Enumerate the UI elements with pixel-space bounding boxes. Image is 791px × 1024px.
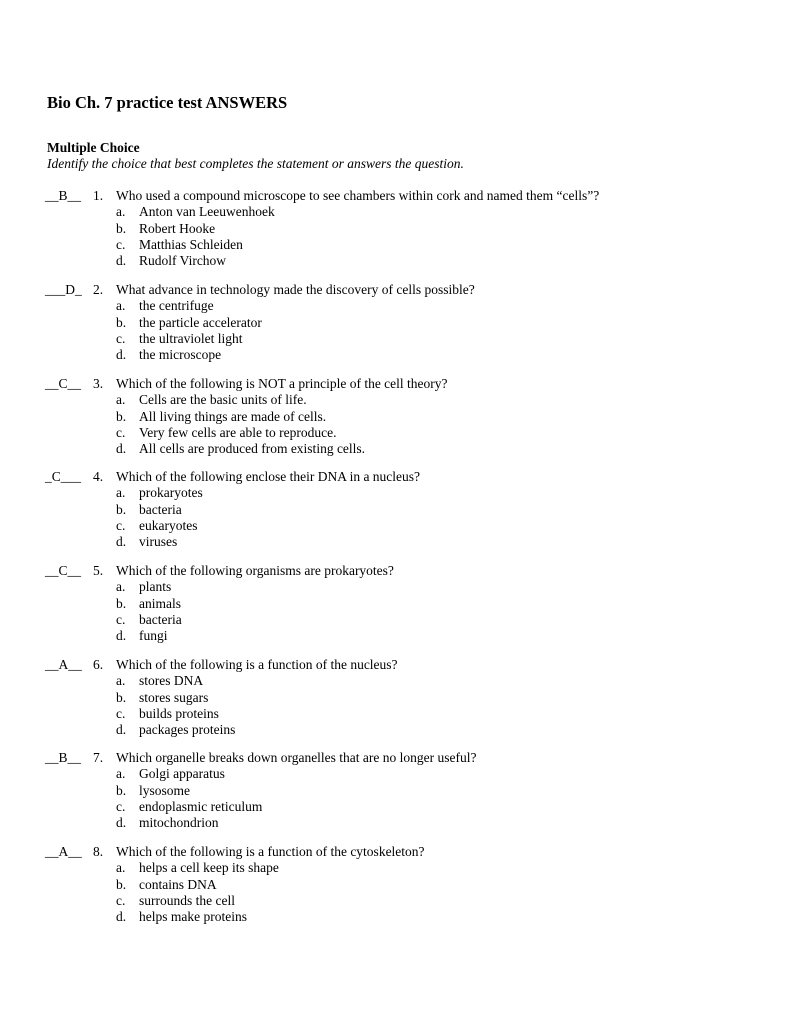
choice-text: Golgi apparatus [139, 766, 225, 782]
question-text: Who used a compound microscope to see chambers within cork and named them “cells”? [116, 188, 600, 203]
choice-letter: d. [116, 441, 127, 457]
answer-choice [0, 596, 791, 612]
question-6 [0, 657, 791, 750]
choice-letter: a. [116, 485, 126, 501]
answer-choice [0, 298, 791, 314]
choice-text: the centrifuge [139, 298, 214, 314]
choice-letter: d. [116, 815, 127, 831]
question-text: What advance in technology made the discovery of cells possible? [116, 282, 475, 297]
choice-letter: d. [116, 347, 127, 363]
question-text: Which of the following is a function of the nucleus? [116, 657, 398, 672]
choice-letter: b. [116, 408, 127, 424]
answer-key: __C__ [45, 376, 82, 391]
choice-text: Robert Hooke [139, 220, 216, 236]
choice-text: the particle accelerator [139, 314, 262, 330]
question-text: Which organelle breaks down organelles that are no longer useful? [116, 750, 477, 765]
choice-letter: d. [116, 628, 127, 644]
question-number: 4. [93, 469, 104, 484]
answer-choice [0, 706, 791, 722]
choice-text: bacteria [139, 611, 182, 627]
question-3 [0, 376, 791, 469]
choice-letter: c. [116, 892, 126, 908]
answer-choice [0, 331, 791, 347]
choice-letter: c. [116, 330, 126, 346]
answer-key: __B__ [45, 750, 82, 765]
choice-text: Very few cells are able to reproduce. [139, 424, 337, 440]
question-2 [0, 282, 791, 376]
answer-choice [0, 690, 791, 706]
choice-letter: b. [116, 220, 127, 236]
choice-letter: d. [116, 722, 127, 738]
choice-text: prokaryotes [139, 485, 203, 501]
answer-choice [0, 502, 791, 518]
answer-choice [0, 485, 791, 501]
question-4 [0, 469, 791, 563]
answer-key: __B__ [45, 188, 82, 203]
choice-letter: b. [116, 782, 127, 798]
choice-text: builds proteins [139, 705, 219, 721]
page-title: Bio Ch. 7 practice test ANSWERS [47, 93, 288, 112]
choice-letter: a. [116, 392, 126, 408]
question-stem-row [0, 844, 791, 860]
choice-text: contains DNA [139, 876, 217, 892]
answer-key: __A__ [45, 657, 82, 672]
question-stem-row [0, 469, 791, 485]
question-stem-row [0, 376, 791, 392]
choice-text: plants [139, 579, 172, 595]
answer-choice [0, 518, 791, 534]
answer-choice [0, 253, 791, 269]
answer-choice [0, 893, 791, 909]
choice-text: eukaryotes [139, 517, 198, 533]
answer-choice [0, 628, 791, 644]
answer-choice [0, 221, 791, 237]
choice-text: All living things are made of cells. [139, 408, 327, 424]
answer-choice [0, 579, 791, 595]
answer-choice [0, 392, 791, 408]
answer-choice [0, 766, 791, 782]
question-number: 6. [93, 657, 104, 672]
choice-text: bacteria [139, 501, 182, 517]
choice-text: helps a cell keep its shape [139, 860, 279, 876]
answer-key: __A__ [45, 844, 82, 859]
question-stem-row [0, 750, 791, 766]
choice-text: lysosome [139, 782, 191, 798]
answer-choice [0, 204, 791, 220]
choice-text: stores DNA [139, 673, 204, 689]
answer-choice [0, 315, 791, 331]
choice-text: fungi [139, 628, 168, 644]
question-number: 8. [93, 844, 104, 859]
choice-letter: a. [116, 766, 126, 782]
choice-letter: b. [116, 876, 127, 892]
question-stem-row [0, 282, 791, 298]
answer-choice [0, 909, 791, 925]
answer-choice [0, 425, 791, 441]
question-5 [0, 563, 791, 657]
answer-choice [0, 799, 791, 815]
choice-text: helps make proteins [139, 909, 247, 925]
choice-letter: a. [116, 298, 126, 314]
question-1 [0, 188, 791, 282]
choice-text: All cells are produced from existing cells. [139, 441, 366, 457]
choice-letter: b. [116, 689, 127, 705]
choice-letter: d. [116, 534, 127, 550]
choice-text: Rudolf Virchow [139, 253, 227, 269]
choice-text: stores sugars [139, 689, 209, 705]
choice-text: Anton van Leeuwenhoek [139, 204, 275, 220]
answer-choice [0, 783, 791, 799]
choice-text: viruses [139, 534, 178, 550]
choice-letter: a. [116, 204, 126, 220]
choice-text: the microscope [139, 347, 222, 363]
choice-text: the ultraviolet light [139, 330, 243, 346]
question-number: 5. [93, 563, 104, 578]
answer-choice [0, 347, 791, 363]
question-8 [0, 844, 791, 938]
choice-text: packages proteins [139, 722, 236, 738]
answer-key: __C__ [45, 563, 82, 578]
answer-choice [0, 441, 791, 457]
answer-choice [0, 612, 791, 628]
question-text: Which of the following organisms are prokaryotes? [116, 563, 394, 578]
choice-text: endoplasmic reticulum [139, 798, 263, 814]
choice-text: mitochondrion [139, 815, 219, 831]
choice-text: surrounds the cell [139, 892, 235, 908]
question-text: Which of the following is a function of the cytoskeleton? [116, 844, 425, 859]
answer-choice [0, 534, 791, 550]
answer-choice [0, 877, 791, 893]
question-stem-row [0, 657, 791, 673]
answer-choice [0, 722, 791, 738]
choice-letter: b. [116, 314, 127, 330]
question-text: Which of the following enclose their DNA in a nucleus? [116, 469, 421, 484]
answer-choice [0, 237, 791, 253]
question-text: Which of the following is NOT a principle of the cell theory? [116, 376, 448, 391]
answer-choice [0, 409, 791, 425]
choice-text: Cells are the basic units of life. [139, 392, 307, 408]
choice-letter: a. [116, 673, 126, 689]
answer-choice [0, 815, 791, 831]
question-number: 3. [93, 376, 104, 391]
answer-choice [0, 673, 791, 689]
answer-key: ___D_ [45, 282, 82, 297]
choice-letter: c. [116, 517, 126, 533]
question-number: 1. [93, 188, 104, 203]
choice-letter: a. [116, 579, 126, 595]
question-number: 7. [93, 750, 104, 765]
choice-text: animals [139, 595, 181, 611]
question-number: 2. [93, 282, 104, 297]
question-7 [0, 750, 791, 844]
choice-letter: c. [116, 705, 126, 721]
choice-letter: d. [116, 909, 127, 925]
question-stem-row [0, 563, 791, 579]
choice-letter: c. [116, 611, 126, 627]
choice-letter: b. [116, 595, 127, 611]
section-heading: Multiple Choice [47, 140, 140, 155]
choice-letter: c. [116, 798, 126, 814]
choice-letter: c. [116, 424, 126, 440]
choice-letter: c. [116, 236, 126, 252]
choice-letter: a. [116, 860, 126, 876]
choice-letter: b. [116, 501, 127, 517]
choice-letter: d. [116, 253, 127, 269]
answer-choice [0, 860, 791, 876]
choice-text: Matthias Schleiden [139, 236, 243, 252]
answer-key: _C___ [45, 469, 82, 484]
question-stem-row [0, 188, 791, 204]
question-list [0, 188, 791, 938]
instructions: Identify the choice that best completes the statement or answers the question. [47, 156, 464, 171]
